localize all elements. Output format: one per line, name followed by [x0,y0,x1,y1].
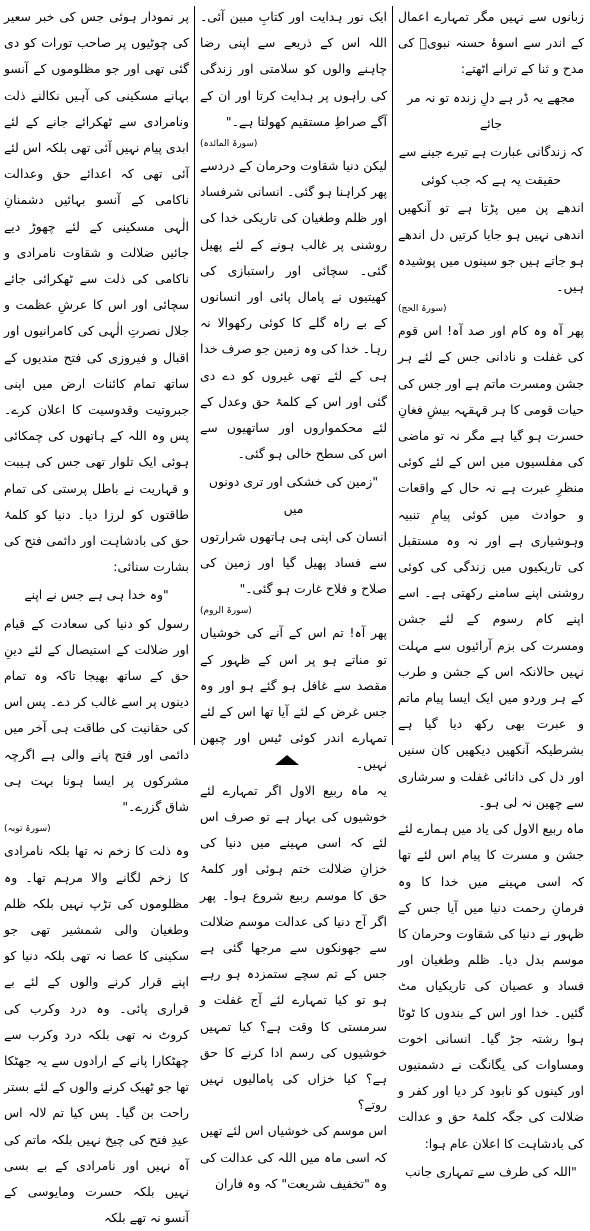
paragraph: زبانوں سے نہیں مگر تمہارے اعمال کے اندر سے اسوۂ حسنہ نبویؐ کی مدح و ثنا کے ترانے اٹھتے: [398,9,584,77]
quote-line: "اللہ کی طرف سے تمہاری جانب [405,1163,577,1179]
paragraph: لیکن دنیا شقاوت وحرمان کے دردسے پھر کراہنا ہو گئی۔ انسانی شرفساد اور ظلم وطغیان کی تاریکی خدا کی روشنی پر غالب ہونے کے لئے پھیل گئی۔ سچائی اور راستبازی کی کھیتیوں نے پامال پائی اور انسانوں کے بے راہ گلے کا کوئی رکھوالا نہ رہا۔ خدا کی وہ زمین جو صرف خدا ہی کے لئے تھی غیروں کو دے دی گئی اور اس کے کلمۂ حق وعدل کے لئے محکمواروں اور ساتھیوں سے اس کی سطح خالی ہو گئی۔ [200,158,387,462]
paragraph: ایک نور ہدایت اور کتابِ مبین آئی۔ اللہ اس کے ذریعے سے اپنی رضا چاہنے والوں کو سلامتی اور زندگی کی راہوں پر ہدایت کرتا اور ان کے آگے صراطِ مستقیم کھولتا ہے۔" [200,9,387,129]
paragraph: وہ ذلت کا زخم نہ تھا بلکہ نامرادی کا زخم لگانے والا مرہم تھا۔ وہ مظلوموں کی تڑپ نہیں بلکہ ظلم وطغیان والی شمشیر تھی جو سکینی کا عصا نہ تھی بلکہ دنیا کو اپنے قرار کرنے والوں کے لئے بے قراری پائی۔ وہ درد وکرب کی کروٹ نہ تھی بلکہ درد وکرب سے چھٹکارا پانے کے ارادوں سے یہ جھٹکا تھا جو ٹھیک کرنے والوں کے لئے بستر راحت بن گیا۔ پس کیا تم لالہ اس عیدِ فتح کی چیخ نہیں بلکہ ماتم کی آہ نہیں اور نامرادی کے بے بسی نہیں بلکہ حسرت ومایوسی کے آنسو نہ تھے بلکہ [4,843,189,1226]
column-right [398,4,584,1179]
column-divider [194,6,195,745]
quote-line: حقیقت یہ ہے کہ جب کوئی [420,172,562,188]
page-bottom-marker [275,755,299,765]
quote-line: کہ زندگانی عبارت ہے تیرے جینے سے [398,144,584,160]
column-divider [392,6,393,745]
paragraph: پھر آہ وہ کام اور صد آہ! اس قوم کی غفلت و نادانی جس کے لئے ہر جشن ومسرت ماتم ہے اور جس کی حیات قومی کا ہر قہقہہ بیشِ فغانِ حسرت ہو گیا ہے مگر نہ تو ماضی کی مفلسیوں میں اس کے لئے کوئی منظرِ عبرت ہے نہ حال کے واقعات و حوادث میں کوئی پیامِ تنبیہ وہوشیاری ہے اور نہ وہ مستقبل کی تاریکیوں میں زندگی کی کوئی روشنی اپنے سامنے رکھتی ہے۔ اسے اپنے کام رسوم کے لئے جشن ومسرت کی بزم آرائیوں سے مہلت نہیں حالانکہ اس کے جشن و طرب کے ہر وردو میں ایک ایسا پیام ماتم و عبرت بھی رکھ دیا گیا ہے بشرطیکہ آنکھیں دیکھیں کان سنیں اور دل کی دانائی غفلت و سرشاری سے چھین نہ لی ہو۔ [398,323,584,810]
paragraph: اندھے پن میں پڑتا ہے تو آنکھیں اندھی نہیں ہو جایا کرتیں دل اندھے ہو جاتے ہیں جو سینوں میں پوشیدہ ہیں۔ [398,200,584,295]
column-middle [200,4,387,1191]
column-left [4,4,189,1226]
paragraph: انسان کی اپنی ہی ہاتھوں شرارتوں سے فساد پھیل گیا اور زمین کی صلاح و فلاح غارت ہو گئی۔" [200,528,387,597]
paragraph: پر نمودار ہوئی جس کی خبر سعیر کی چوٹیوں پر صاحب تورات کو دی گئی تھی اور جو مظلوموں کے آنسو بہانے مسکینی کی آہیں نکالنے ذلت ونامرادی سے ٹھکرائے جانے کے لئے ابدی پیام نہیں آئی تھی بلکہ اس لئے آئی تھی کہ اعدائے حق وعدالت ناکامی کے آنسو بہائیں دشمنانِ الٰہی مسکینی کے لئے چھوڑ دیے جائیں ضلالت و شقاوت نامرادی و ناکامی کی ذلت سے ٹھکرائی جائے سچائی اور اس کا عرشِ عظمت و جلال نصرتِ الٰہی کی کامرانیوں اور اقبال و فیروزی کی فتح مندیوں کے ساتھ تمام کائنات ارض میں اپنی جبروتیت وقدوسیت کا اعلان کرے۔ پس وہ اللہ کے ہاتھوں کی چمکائی ہوئی ایک تلوار تھی جس کی ہیبت و قہاریت نے باطل پرستی کی تمام طاقتوں کو لرزا دیا۔ دنیا کو کلمۂ حق کی بادشاہت اور دائمی فتح کی بشارت سنائی: [4,9,189,575]
quote-line: "وہ خدا ہی ہے جس نے اپنے [24,587,169,603]
paragraph: ماہ ربیع الاول کی یاد میں ہمارے لئے جشن و مسرت کا پیام اس لئے تھا کہ اسی مہینے میں خدا کا وہ فرمانِ رحمت دنیا میں آیا جس کے ظہور نے دنیا کی شقاوت وحرمان کا موسم بدل دیا۔ ظلم وطغیان اور فساد و عصیان کی تاریکیاں مٹ گئیں۔ خدا اور اس کے بندوں کا ٹوٹا ہوا رشتہ جڑ گیا۔ انسانی اخوت ومساوات کی یگانگت نے دشمنیوں اور کینوں کو نابود کر دیا اور کفر و ضلالت کی جگہ کلمۂ حق و عدالت کی بادشاہت کا اعلان عام ہوا: [398,821,584,1151]
paragraph: یہ ماہ ربیع الاول اگر تمہارے لئے خوشیوں کی بہار ہے تو صرف اس لئے کہ اسی مہینے میں دنیا کی خزانِ ضلالت ختم ہوئی اور کلمۂ حق کا موسم ربیع شروع ہوا۔ پھر اگر آج دنیا کی عدالت موسم ضلالت سے جھونکوں سے مرجھا گئی ہے جس کے تم سچے ستمزدہ ہو رہے ہو تو کیا تمہارے لئے آج غفلت و سرمستی کا وقت ہے؟ کیا تمہیں خوشیوں کی رسم ادا کرنے کا حق ہے؟ کیا خزاں کی پامالیوں نہیں روتے؟ [200,782,387,1113]
paragraph: اس موسم کی خوشیاں اس لئے تھیں کہ اسی ماہ میں اللہ کی عدالت کی وہ "تخفیف شریعت" کہ وہ فاران [200,1123,387,1191]
paragraph: رسول کو دنیا کی سعادت کے قیام اور ضلالت کے استیصال کے لئے دینِ حق کے ساتھ بھیجا تاکہ وہ تمام دینوں پر اسے غالب کر دے۔ پس اس کی حقانیت کی طاقت ہی آخر میں دائمی اور فتح پانے والی ہے اگرچہ مشرکوں پر ایسا ہونا بہت ہی شاق گزرے۔" [4,615,189,815]
source-citation: (سورۃ الحج) [398,304,447,315]
quote-line: "زمین کی خشکی اور تری دونوں میں [208,474,379,516]
quote-line: مجھے یہ ڈر ہے دلِ زندہ تو نہ مر جائے [407,89,575,131]
paragraph: پھر آہ! تم اس کے آنے کی خوشیاں تو مناتے ہو پر اس کے ظہور کے مقصد سے غافل ہو گئے ہو اور وہ جس غرض کے لئے آیا تھا اس کے لئے تمہارے اندر کوئی ٹیس اور چبھن نہیں۔ [200,625,387,772]
source-citation: (سورۃ المائدہ) [200,139,258,150]
source-citation: (سورۃ الروم) [200,606,252,617]
source-citation: (سورۃ توبہ) [4,824,51,835]
